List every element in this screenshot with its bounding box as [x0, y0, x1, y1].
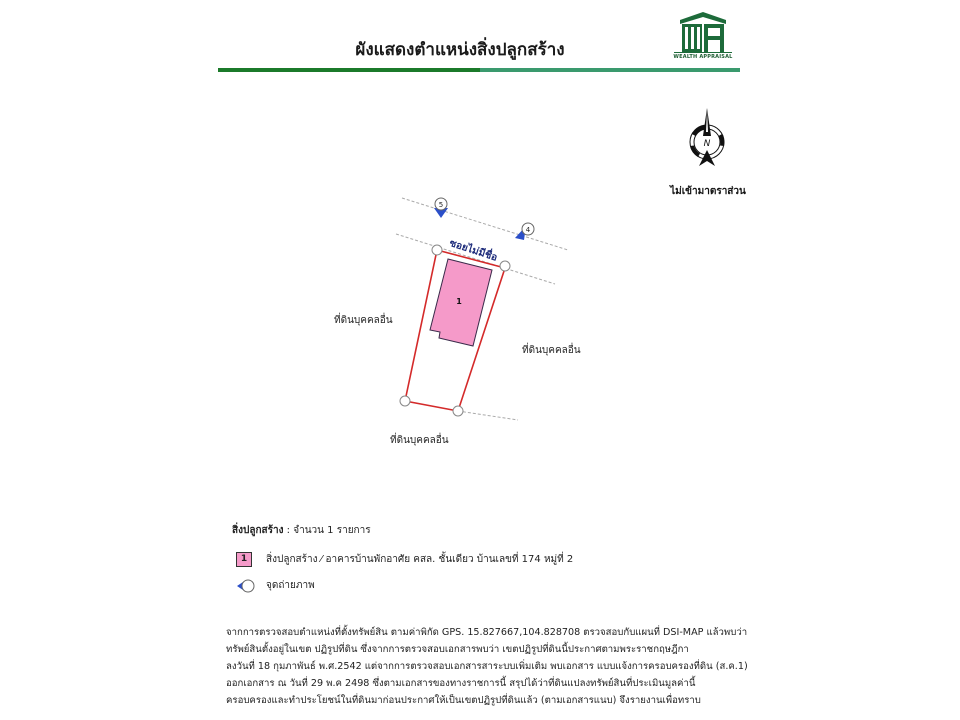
adjacent-land-south: ที่ดินบุคคลอื่น	[390, 435, 449, 446]
adjacent-land-west: ที่ดินบุคคลอื่น	[334, 315, 393, 326]
camera-viewpoint-icon	[236, 579, 256, 593]
legend-item-text: สิ่งปลูกสร้าง ⁄ อาคารบ้านพักอาศัย คสล. ชั้นเดียว บ้านเลขที่ 174 หมู่ที่ 2	[266, 554, 574, 565]
adjacent-land-east: ที่ดินบุคคลอื่น	[522, 345, 581, 356]
corner-marker	[500, 261, 510, 271]
corner-marker	[400, 396, 410, 406]
corner-marker	[453, 406, 463, 416]
logo-text: WEALTH APPRAISAL	[673, 54, 733, 60]
road-label: ซอยไม่มีชื่อ	[447, 237, 499, 264]
legend-heading-bold: สิ่งปลูกสร้าง	[232, 525, 284, 536]
paragraph-line: จากการตรวจสอบตำแหน่งที่ตั้งทรัพย์สิน ตามค่าพิกัด GPS. 15.827667,104.828708 ตรวจสอบกับแผนที่ DSI-MAP แล้วพบว่า	[226, 627, 748, 638]
road-edge-north	[402, 198, 568, 250]
photo-point-label: 4	[525, 226, 531, 234]
legend-item-building	[236, 552, 573, 567]
paragraph-line: ลงวันที่ 18 กุมภาพันธ์ พ.ศ.2542 แต่จากการตรวจสอบเอกสารสาระบบเพิ่มเติม พบเอกสาร แบบแจ้งการครอบครองที่ดิน (ส.ค.1)	[226, 661, 748, 672]
legend-item-text: จุดถ่ายภาพ	[266, 580, 315, 591]
legend-heading	[232, 523, 371, 538]
boundary-extension	[458, 411, 518, 420]
legend-heading-count: : จำนวน 1 รายการ	[283, 525, 371, 536]
paragraph-line: ทรัพย์สินตั้งอยู่ในเขต ปฏิรูปที่ดิน ซึ่งจากการตรวจสอบเอกสารพบว่า เขตปฏิรูปที่ดินนี้ประกาศตามพระราชกฤษฎีกา	[226, 644, 689, 655]
paragraph-line: ครอบครองและทำประโยชน์ในที่ดินมาก่อนประกาศให้เป็นเขตปฏิรูปที่ดินแล้ว (ตามเอกสารแนบ) จึงรายงานเพื่อทราบ	[226, 695, 701, 706]
page-title: ผังแสดงตำแหน่งสิ่งปลูกสร้าง	[355, 40, 565, 60]
legend-item-photo	[236, 578, 315, 593]
corner-marker	[432, 245, 442, 255]
photo-point-5[interactable]	[434, 198, 448, 218]
photo-point-label: 5	[438, 201, 444, 209]
building-badge: 1	[236, 552, 252, 567]
north-label: N	[703, 139, 711, 149]
explanation-paragraph	[226, 624, 746, 709]
photo-point-4[interactable]	[515, 223, 534, 240]
paragraph-line: ออกเอกสาร ณ วันที่ 29 พ.ค 2498 ซึ่งตามเอกสารของทางราชการนี้ สรุปได้ว่าที่ดินแปลงทรัพย์สินที่ประเมินมูลค่านี้	[226, 678, 696, 689]
scale-note: ไม่เข้ามาตราส่วน	[670, 186, 746, 197]
building-number: 1	[456, 297, 462, 306]
